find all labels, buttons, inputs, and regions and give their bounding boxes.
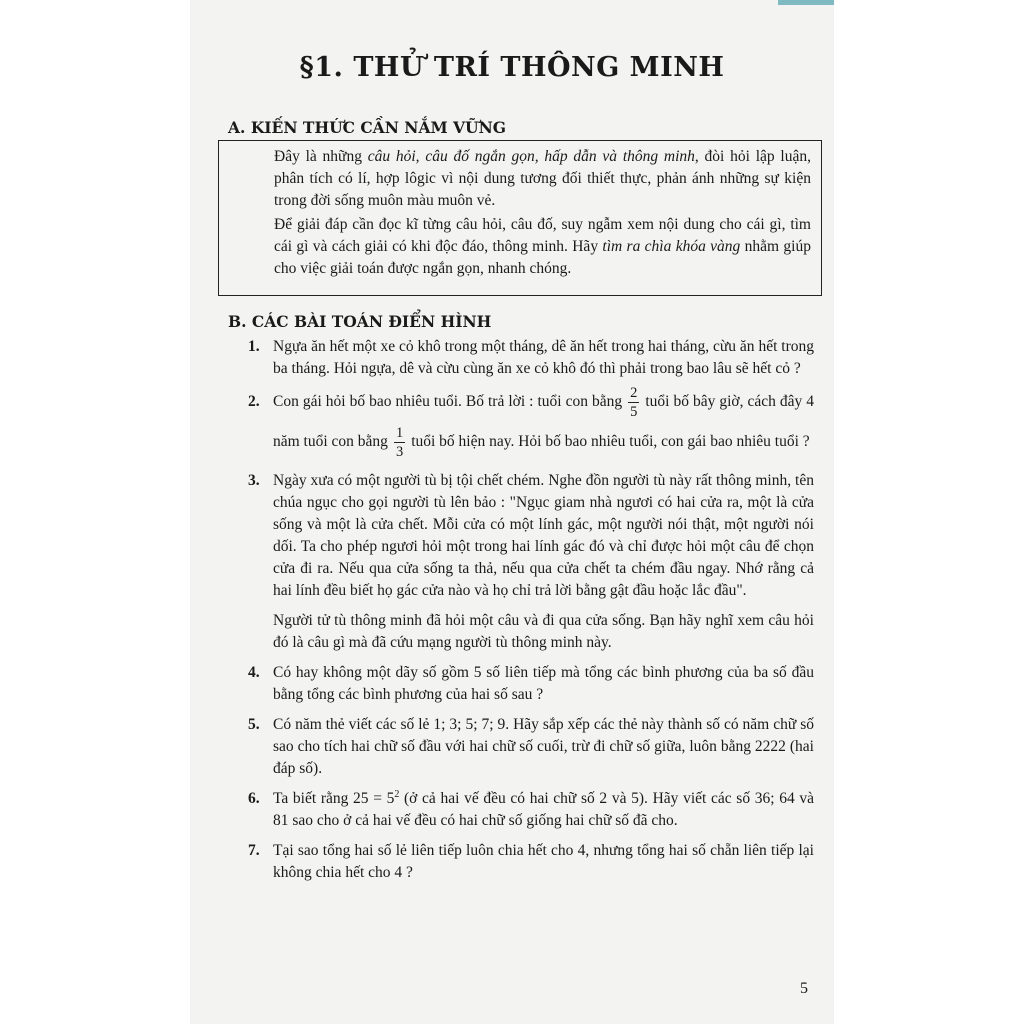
problem-number: 7.: [248, 842, 260, 859]
problem-number: 5.: [248, 716, 260, 733]
problem-number: 4.: [248, 664, 260, 681]
page-corner-mark: [778, 0, 834, 5]
problem-text: Ngựa ăn hết một xe cỏ khô trong một tháng, dê ăn hết trong hai tháng, cừu ăn hết trong ba tháng. Hỏi ngựa, dê và cừu cùng ăn xe cỏ khô đó thì phải trong bao lâu sẽ hết cỏ ?: [273, 338, 814, 377]
problem-5: [228, 714, 814, 780]
fraction-one-third: $\frac{1}{3}$: [395, 424, 404, 460]
problem-text: Con gái hỏi bố bao nhiêu tuổi. Bố trả lời : tuổi con bằng $\frac{2}{5}$ tuổi bố bây giờ, cách đây 4 năm tuổi con bằng $\frac{1}{3}$ tuổi bố hiện nay. Hỏi bố bao nhiêu tuổi, con gái bao nhiêu tuổi ?: [273, 384, 814, 460]
problem-text: Có hay không một dãy số gồm 5 số liên tiếp mà tổng các bình phương của ba số đầu bằng tổng các bình phương của hai số sau ?: [273, 664, 814, 703]
problem-number: 3.: [248, 472, 260, 489]
problem-text: Tại sao tổng hai số lẻ liên tiếp luôn chia hết cho 4, nhưng tổng hai số chẵn liên tiếp lại không chia hết cho 4 ?: [273, 842, 814, 881]
problem-text: Có năm thẻ viết các số lẻ 1; 3; 5; 7; 9. Hãy sắp xếp các thẻ này thành số có năm chữ số sao cho tích hai chữ số đầu với hai chữ số cuối, trừ đi chữ số giữa, luôn bằng 2222 (hai đáp số).: [273, 716, 814, 777]
problem-number: 6.: [248, 790, 260, 807]
problem-list: [228, 336, 814, 892]
problem-text-continued: Người tử tù thông minh đã hỏi một câu và đi qua cửa sống. Bạn hãy nghĩ xem câu hỏi đó là câu gì mà đã cứu mạng người tù thông minh này.: [273, 612, 814, 651]
problem-number: 1.: [248, 338, 260, 355]
problem-2: [228, 382, 814, 462]
knowledge-box: [218, 140, 822, 296]
problem-3: [228, 470, 814, 654]
page-number: 5: [800, 980, 808, 997]
fraction-two-fifths: $\frac{2}{5}$: [630, 384, 638, 420]
knowledge-paragraph-2: Để giải đáp cần đọc kĩ từng câu hỏi, câu đố, suy ngẫm xem nội dung cho cái gì, tìm cái gì và cách giải có khi độc đáo, thông minh. Hãy tìm ra chìa khóa vàng nhằm giúp cho việc giải toán được ngắn gọn, nhanh chóng.: [274, 216, 811, 277]
exponent: 2: [394, 788, 400, 800]
section-a-heading: A. KIẾN THỨC CẦN NẮM VỮNG: [228, 118, 506, 137]
problem-number: 2.: [248, 393, 260, 410]
problem-4: [228, 662, 814, 706]
problem-6: [228, 788, 814, 832]
page-title: §1. THỬ TRÍ THÔNG MINH: [299, 52, 725, 83]
problem-7: [228, 840, 814, 884]
problem-text: Ta biết rằng $25 = 5^2$ (ở cả hai vế đều có hai chữ số 2 và 5). Hãy viết các số 36; 64 và 81 sao cho ở cả hai vế đều có hai chữ số giống hai chữ số đã cho.: [273, 788, 814, 829]
section-b-heading: B. CÁC BÀI TOÁN ĐIỂN HÌNH: [228, 312, 492, 331]
problem-1: [228, 336, 814, 380]
knowledge-paragraph-1: Đây là những câu hỏi, câu đố ngắn gọn, hấp dẫn và thông minh, đòi hỏi lập luận, phân tích có lí, hợp lôgic vì nội dung tương đối thiết thực, phản ánh những sự kiện trong đời sống muôn màu muôn vẻ.: [274, 148, 811, 209]
problem-text: Ngày xưa có một người tù bị tội chết chém. Nghe đồn người tù này rất thông minh, tên chúa ngục cho gọi người tù lên bảo : "Ngục giam nhà ngươi có hai cửa ra, một là cửa sống và một là cửa chết. Mỗi cửa có một lính gác, một người nói thật, một người nói dối. Ta cho phép ngươi hỏi một trong hai lính gác đó và chỉ được hỏi một câu để chọn cửa đi ra. Nếu qua cửa sống ta thả, nếu qua cửa chết ta chém đầu ngay. Nhớ rằng cả hai lính đều biết họ gác cửa nào và họ chỉ trả lời bằng gật đầu hoặc lắc đầu".: [273, 472, 814, 599]
